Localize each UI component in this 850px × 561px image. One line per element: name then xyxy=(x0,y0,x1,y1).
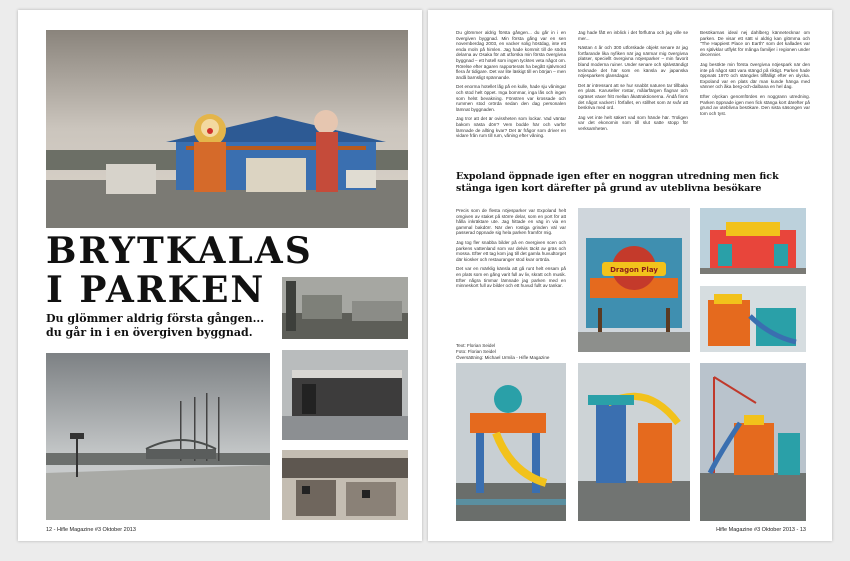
text-column-2: Jag hade fått en inblick i det förflutna och jag ville se mer... Nästan 4 år och 300 utforskade objekt senare är jag fortfarande lika nyfiken när jag närmar mig övergivna platser, speciellt övergivna nöjesparker – min favorit bland moderna ruiner. Under senare och självständigt tecknade det här som en känsla av japanska nöjesparkers glansdagar. Det är intressant att se hur snabbt naturen tar tillbaka en plats. Karuseller rostar, målarfärgen flagnar och ogräset växer fritt mellan åkattraktionerna. Ändå finns det något vackert i förfallet, en stillhet som är svår att beskriva med ord. Jag vet inte helt säkert vad som hände här. Troligen var det ekonomin som till slut satte stopp för verksamheten. xyxy=(578,30,688,131)
article-title: BRYTKALAS I PARKEN xyxy=(46,230,313,311)
article-credits: Text: Florian Seidel Foto: Florian Seidel Översättning: Michael Urmila - Hifle Magazine xyxy=(456,343,550,360)
photo-water-park-crane xyxy=(700,363,806,521)
right-page xyxy=(428,10,832,541)
dragon-sign-text: Dragon Play xyxy=(610,266,658,274)
page-footer-left: 12 - Hifle Magazine #3 Oktober 2013 xyxy=(46,527,136,533)
photo-water-play-left xyxy=(456,363,566,521)
photo-dragon-sign xyxy=(578,208,690,352)
text-column-3: Besökarnas ideal nej dahlberg kännetecknar om parken. De visar ett sätt vi aldrig kan glömma och "The Happiest Place on Earth" som det kallades var en självklar utflykt för många familjer i regionen under decennier. Jag besökte min första övergivna nöjespark när den inte på något sätt vara stängd på riktigt. Parken hade öppnats 1970 och stängdes tillfälligt efter en olycka. Expoland var en plats där man kunde hänga med vänner och åka berg-och-dalbana en hel dag. Efter olyckan genomfördes en noggrann utredning. Parken öppnade igen men fick stänga kort därefter på grund av uteblivna besökare. Den sista säsongen var tom och tyst. xyxy=(700,30,810,116)
photo-empty-plaza xyxy=(46,353,270,520)
page-footer-right: Hifle Magazine #3 Oktober 2013 - 13 xyxy=(716,527,806,533)
photo-ruined-structure xyxy=(282,450,408,520)
photo-water-play-center xyxy=(578,363,690,521)
photo-colorful-building xyxy=(700,208,806,274)
text-column-lower: Precis som de flesta nöjesparker var Expoland helt omgiven av staket på större delar, som en port för att hålla inkräktare ute. Jag hittade en väg in via en gammal bakdörr. När den rostiga grinden väl var passerad öppnade sig hela parken framför mig. Jag tog fler snabba bilder på en övergiven scen och parkens vattenland som var delvis täckt av gräs och mossa. Efter ett tag kom jag till det gamla huvudtorget där kiosker och restauranger stod kvar orörda. Det var en märklig känsla att gå runt helt ensam på en plats som en gång varit full av liv, skratt och musik. Efter några timmar lämnade jag parken med en minneskort full av bilder och ett huvud fullt av tankar. xyxy=(456,208,566,289)
photo-dark-building xyxy=(282,350,408,440)
photo-roof-buildings xyxy=(282,277,408,339)
article-subtitle: Du glömmer aldrig första gången... du går in i en övergiven byggnad. xyxy=(46,312,265,339)
photo-water-slide-small xyxy=(700,286,806,352)
left-page xyxy=(18,10,422,541)
text-column-1: Du glömmer aldrig första gången... du går in i en övergiven byggnad. Min första gång var en sen novemberdag 2003, en vacker solig höstdag, inte ett enda moln på himlen. Jag hade kommit till de södra delarna av Osaka för att utforska min första övergivna byggnad – ett hotell som ingen tycktes veta något om. Rörelse efter ägaren rapporterats ha begått självmord flera år tidigare. Det var lite läskigt till en början – men ändå barnsligt spännande. Det enorma hotellet låg på en kulle, hade sju våningar och stod helt öppet. Inga bommar, inga lås och ingen som helst bevakning. Fönstren var krossade och rummen stod orörda sedan den dag personalen lämnat byggnaden. Jag tror att det är ovissheten som lockar. Vad väntar bakom nästa dörr? Vem bodde här och varför lämnade de allting kvar? Det är frågor som driver en vidare från rum till rum, våning efter våning. xyxy=(456,30,566,139)
section-headline: Expoland öppnade igen efter en noggran utredning men fick stänga igen kort därefter på grund av uteblivna besökare xyxy=(456,171,779,194)
hero-photo-clown-building xyxy=(46,30,408,228)
